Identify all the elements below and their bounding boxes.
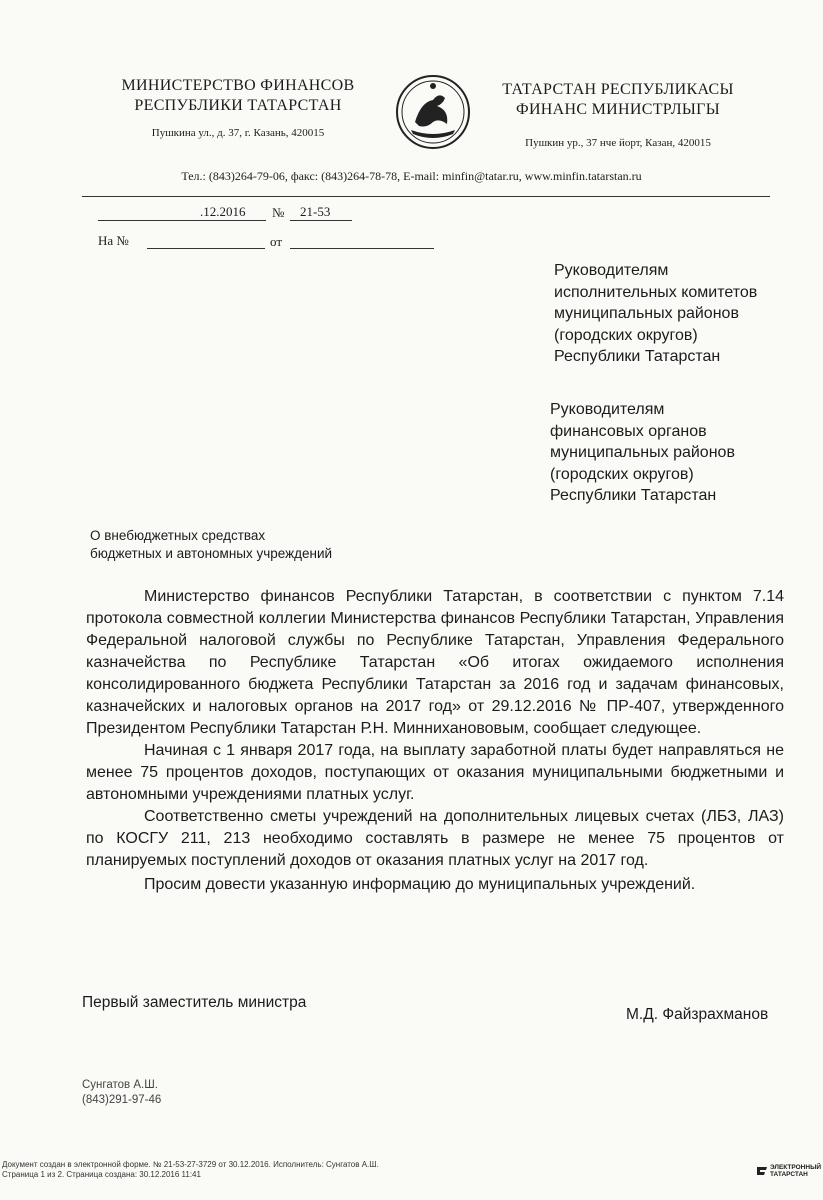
ref-date-line — [290, 236, 434, 249]
org-name-tt: ТАТАРСТАН РЕСПУБЛИКАСЫ ФИНАНС МИНИСТРЛЫГЫ — [502, 81, 734, 118]
ref-number-line — [147, 236, 265, 249]
body-paragraph: Соответственно сметы учреждений на дополнительных лицевых счетах (ЛБЗ, ЛАЗ) по КОСГУ 211, 213 необходимо составлять в размере не менее 75 процентов от планируемых поступлений доходов от оказания платных услуг на 2017 год. — [86, 808, 784, 869]
org-address-ru: Пушкина ул., д. 37, г. Казань, 420015 — [151, 127, 325, 139]
letter-body — [86, 586, 784, 896]
addressee-block-2: Руководителям финансовых органов муниципальных районов (городских округов) Республики Татарстан — [550, 401, 735, 504]
header-divider — [82, 196, 770, 197]
org-address-tt: Пушкин ур., 37 нче йорт, Казан, 420015 — [525, 137, 711, 149]
org-name-ru: МИНИСТЕРСТВО ФИНАНСОВ РЕСПУБЛИКИ ТАТАРСТАН — [121, 77, 355, 114]
body-paragraph: Министерство финансов Республики Татарстан, в соответствии с пунктом 7.14 протокола совместной коллегии Министерства финансов Республики Татарстан, Управления Федеральной налоговой службы по Республике Татарстан, Управления Федерального казначейства по Республике Татарстан «Об итогах ожидаемого исполнения консолидированного бюджета Республики Татарстан за 2016 год и задачам финансовых, казначейских и налоговых органов на 2017 год» от 29.12.2016 № ПР-407, утвержденного Президентом Республики Татарстан Р.Н. Минниханововым, сообщает следующее. — [86, 588, 784, 737]
ref-date-label: от — [270, 234, 283, 249]
e-document-footer: Документ создан в электронной форме. № 21-53-27-3729 от 30.12.2016. Исполнитель: Сунгатов А.Ш. Страница 1 из 2. Страница создана: 30.12.2016 11:41 — [2, 1160, 379, 1179]
e-logo-icon — [756, 1165, 768, 1177]
reg-number-sign: № — [272, 205, 285, 220]
signer-name: М.Д. Файзрахманов — [626, 1006, 769, 1023]
signer-position: Первый заместитель министра — [82, 994, 307, 1011]
reg-number: 21-53 — [300, 204, 331, 219]
reg-date: .12.2016 — [200, 204, 246, 219]
body-paragraph: Просим довести указанную информацию до муниципальных учреждений. — [144, 876, 696, 893]
coat-of-arms-emblem — [393, 72, 473, 152]
executor-info: Сунгатов А.Ш. (843)291-97-46 — [82, 1079, 162, 1106]
letter-subject: О внебюджетных средствах бюджетных и автономных учреждений — [90, 528, 333, 561]
body-paragraph: Начиная с 1 января 2017 года, на выплату заработной платы будет направляться не менее 75 процентов доходов, поступающих от оказания муниципальными бюджетными и автономными учреждениями платных услуг. — [86, 742, 784, 803]
addressee-block-1: Руководителям исполнительных комитетов муниципальных районов (городских округов) Республики Татарстан — [554, 262, 758, 365]
org-contacts: Тел.: (843)264-79-06, факс: (843)264-78-78, E-mail: minfin@tatar.ru, www.minfin.tatarstan.ru — [181, 169, 642, 183]
electronic-tatarstan-logo: ЭЛЕКТРОННЫЙ ТАТАРСТАН — [756, 1164, 821, 1178]
ref-number-label: На № — [98, 233, 129, 248]
